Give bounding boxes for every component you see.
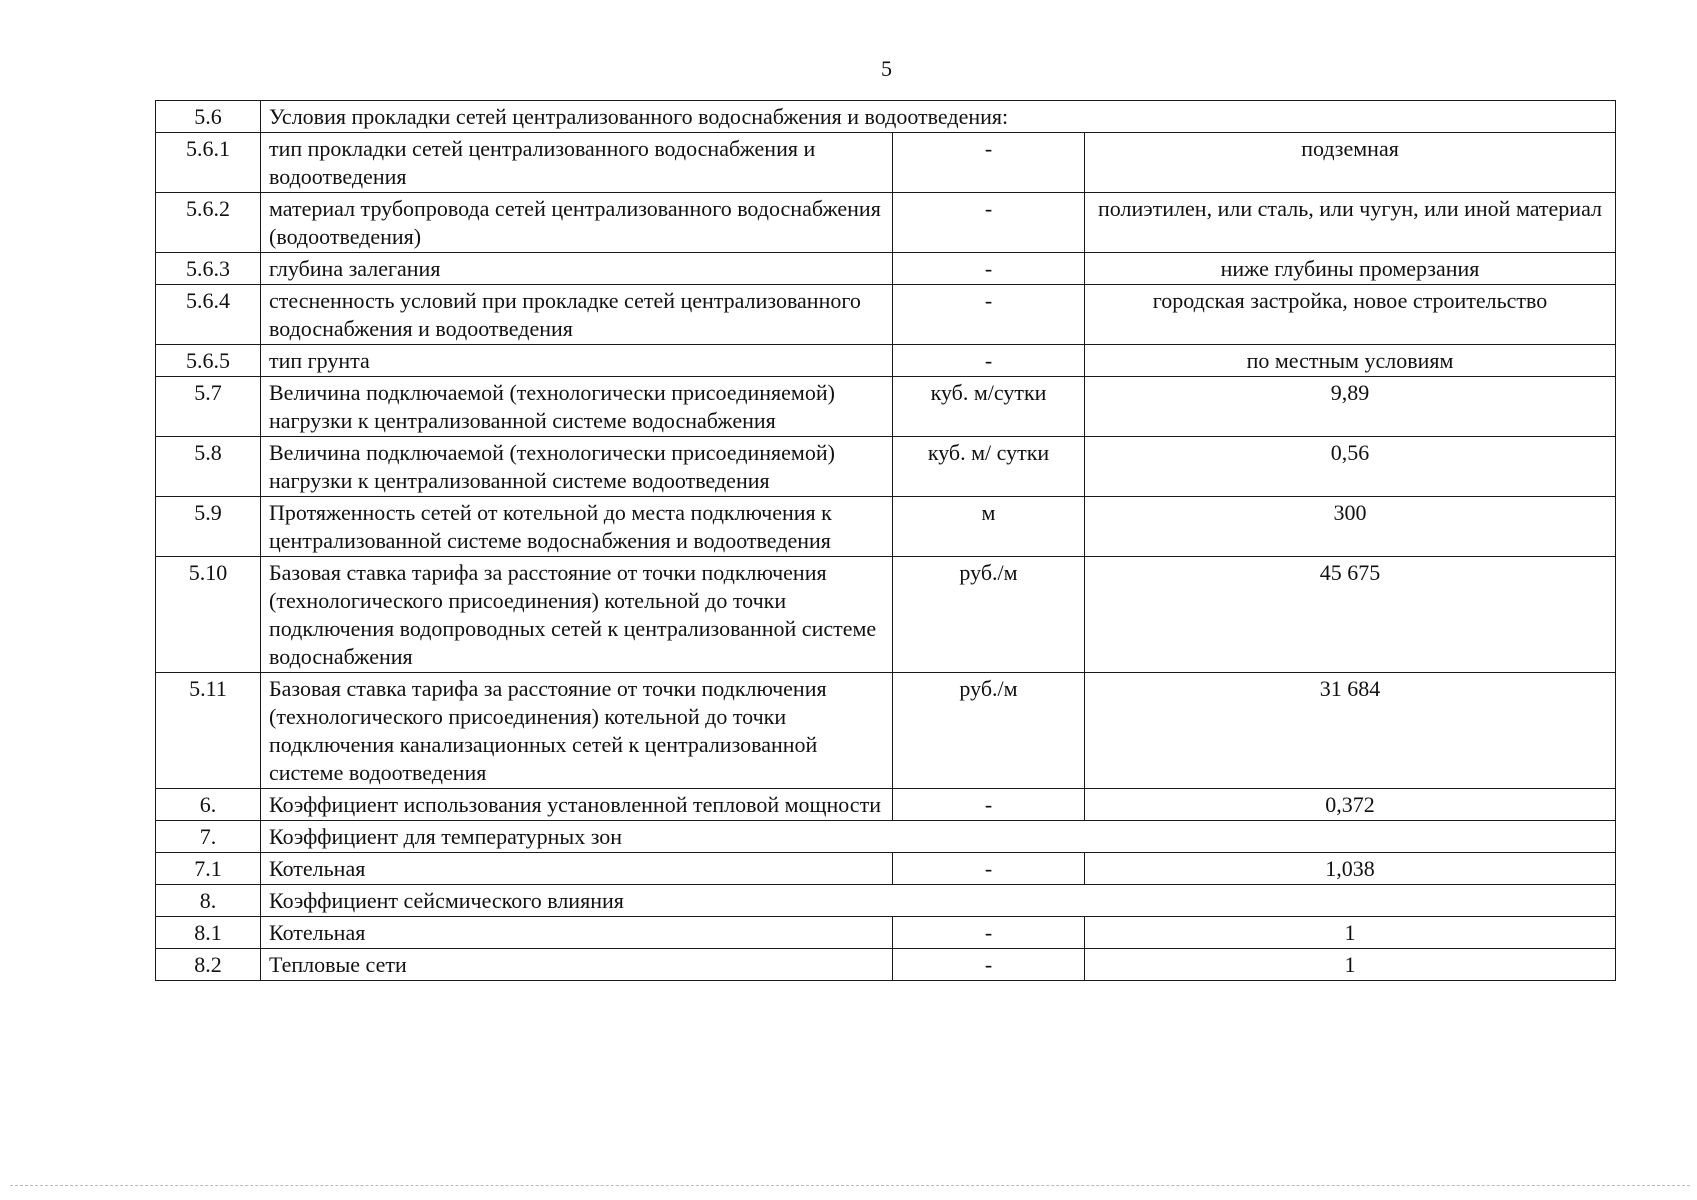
row-value: 9,89 (1085, 377, 1616, 437)
table-row (156, 917, 1616, 949)
row-description: Котельная (261, 853, 893, 885)
table-row (156, 437, 1616, 497)
table-row (156, 885, 1616, 917)
row-value: 0,372 (1085, 789, 1616, 821)
row-number: 5.9 (156, 497, 261, 557)
row-description: Котельная (261, 917, 893, 949)
row-description: тип прокладки сетей централизованного водоснабжения и водоотведения (261, 133, 893, 193)
row-description: Базовая ставка тарифа за расстояние от точки подключения (технологического присоединения) котельной до точки подключения водопроводных сетей к централизованной системе водоснабжения (261, 557, 893, 673)
row-number: 5.11 (156, 673, 261, 789)
table-row (156, 789, 1616, 821)
row-value: 45 675 (1085, 557, 1616, 673)
scan-edge-divider (10, 1185, 1690, 1186)
row-number: 5.6 (156, 101, 261, 133)
row-number: 7.1 (156, 853, 261, 885)
row-unit: - (893, 253, 1085, 285)
table-row (156, 285, 1616, 345)
table-row (156, 377, 1616, 437)
table-row (156, 101, 1616, 133)
row-description: стесненность условий при прокладке сетей централизованного водоснабжения и водоотведения (261, 285, 893, 345)
parameters-table (155, 100, 1616, 981)
table-row (156, 345, 1616, 377)
row-number: 5.6.2 (156, 193, 261, 253)
row-description: Условия прокладки сетей централизованного водоснабжения и водоотведения: (261, 101, 1616, 133)
table-row (156, 853, 1616, 885)
row-description: Базовая ставка тарифа за расстояние от точки подключения (технологического присоединения) котельной до точки подключения канализационных сетей к централизованной системе водоотведения (261, 673, 893, 789)
table-row (156, 253, 1616, 285)
row-description: тип грунта (261, 345, 893, 377)
row-unit: - (893, 853, 1085, 885)
row-number: 5.10 (156, 557, 261, 673)
row-value: ниже глубины промерзания (1085, 253, 1616, 285)
row-unit: - (893, 917, 1085, 949)
row-number: 5.6.4 (156, 285, 261, 345)
row-unit: куб. м/сутки (893, 377, 1085, 437)
row-value: 0,56 (1085, 437, 1616, 497)
row-value: 300 (1085, 497, 1616, 557)
row-unit: - (893, 285, 1085, 345)
row-number: 6. (156, 789, 261, 821)
table-row (156, 193, 1616, 253)
row-value: городская застройка, новое строительство (1085, 285, 1616, 345)
row-number: 5.7 (156, 377, 261, 437)
row-description: Коэффициент использования установленной тепловой мощности (261, 789, 893, 821)
row-unit: руб./м (893, 673, 1085, 789)
row-number: 8.1 (156, 917, 261, 949)
row-number: 5.6.5 (156, 345, 261, 377)
table-row (156, 557, 1616, 673)
table-row (156, 673, 1616, 789)
row-value: 1 (1085, 949, 1616, 981)
row-value: 1 (1085, 917, 1616, 949)
row-unit: - (893, 789, 1085, 821)
row-description: Величина подключаемой (технологически присоединяемой) нагрузки к централизованной системе водоотведения (261, 437, 893, 497)
table-row (156, 949, 1616, 981)
row-number: 8.2 (156, 949, 261, 981)
row-value: полиэтилен, или сталь, или чугун, или иной материал (1085, 193, 1616, 253)
row-unit: - (893, 345, 1085, 377)
row-unit: руб./м (893, 557, 1085, 673)
row-description: глубина залегания (261, 253, 893, 285)
row-unit: м (893, 497, 1085, 557)
table-row (156, 821, 1616, 853)
row-description: Коэффициент для температурных зон (261, 821, 1616, 853)
row-description: Коэффициент сейсмического влияния (261, 885, 1616, 917)
table-row (156, 133, 1616, 193)
page-number: 5 (881, 56, 892, 81)
row-value: 31 684 (1085, 673, 1616, 789)
row-number: 5.6.3 (156, 253, 261, 285)
row-number: 7. (156, 821, 261, 853)
row-value: по местным условиям (1085, 345, 1616, 377)
row-number: 5.6.1 (156, 133, 261, 193)
row-description: Протяженность сетей от котельной до места подключения к централизованной системе водоснабжения и водоотведения (261, 497, 893, 557)
row-number: 5.8 (156, 437, 261, 497)
row-unit: куб. м/ сутки (893, 437, 1085, 497)
row-description: Тепловые сети (261, 949, 893, 981)
row-unit: - (893, 193, 1085, 253)
row-value: подземная (1085, 133, 1616, 193)
row-number: 8. (156, 885, 261, 917)
row-unit: - (893, 133, 1085, 193)
table-row (156, 497, 1616, 557)
row-description: Величина подключаемой (технологически присоединяемой) нагрузки к централизованной системе водоснабжения (261, 377, 893, 437)
row-unit: - (893, 949, 1085, 981)
row-value: 1,038 (1085, 853, 1616, 885)
row-description: материал трубопровода сетей централизованного водоснабжения (водоотведения) (261, 193, 893, 253)
